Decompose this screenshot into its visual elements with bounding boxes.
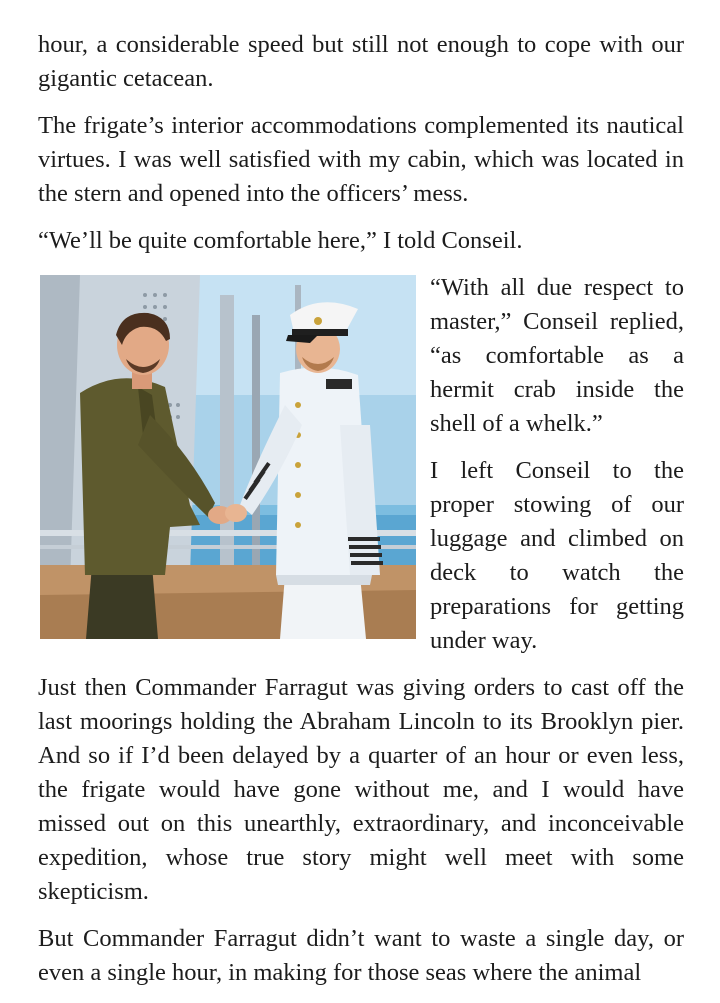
paragraph-3: “We’ll be quite comfortable here,” I told Conseil. [38, 227, 523, 254]
paragraph-6: Just then Commander Farragut was giving orders to cast off the last moorings holding the Abraham Lincoln to its Brooklyn pier. And so if I’d been delayed by a quarter of an hour or even less, the frigate would have gone without me, and I would have missed out on this unearthly, extraordinary, and inconceivable expedition, whose true story might well meet with some skepticism. [38, 674, 684, 905]
paragraph-2: The frigate’s interior accommodations complemented its nautical virtues. I was well satisfied with my cabin, which was located in the stern and opened into the officers’ mess. [38, 112, 684, 207]
book-page [38, 28, 684, 1003]
handshake-illustration [40, 275, 416, 639]
paragraph-1: hour, a considerable speed but still not enough to cope with our gigantic cetacean. [38, 31, 684, 92]
paragraph-5: I left Conseil to the proper stowing of our luggage and climbed on deck to watch the preparations for getting under way. [430, 457, 684, 654]
paragraph-4: “With all due respect to master,” Conseil replied, “as comfortable as a hermit crab inside the shell of a whelk.” [430, 274, 684, 437]
paragraph-7: But Commander Farragut didn’t want to waste a single day, or even a single hour, in making for those seas where the animal [38, 925, 684, 986]
